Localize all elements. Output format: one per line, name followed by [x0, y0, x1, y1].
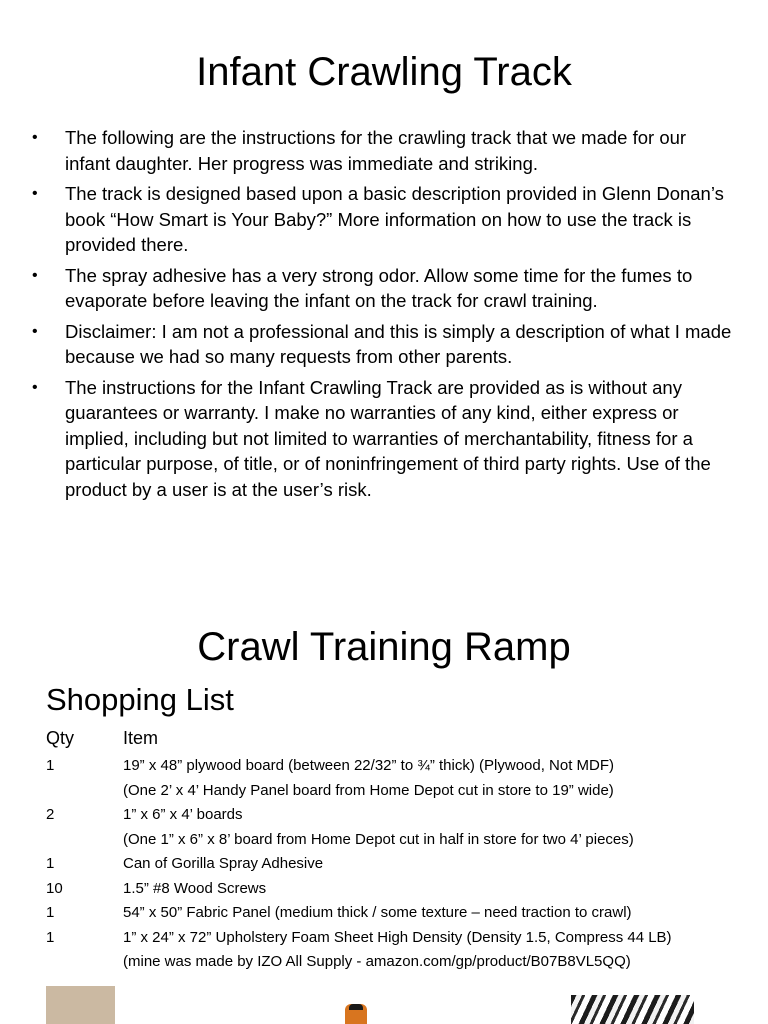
- bullet-icon: •: [32, 378, 38, 396]
- list-item: [46, 950, 746, 975]
- list-item: [46, 803, 746, 828]
- bullet-text: The following are the instructions for the crawling track that we made for our infant daughter. Her progress was immediate and striking.: [65, 127, 687, 174]
- item-description: 1.5” #8 Wood Screws: [123, 879, 267, 897]
- bullet-item: [32, 263, 732, 314]
- bullet-text: The spray adhesive has a very strong odor. Allow some time for the fumes to evaporate before leaving the infant on the track for crawl training.: [65, 264, 693, 311]
- item-description: 1” x 24” x 72” Upholstery Foam Sheet High Density (Density 1.5, Compress 44 LB): [123, 928, 672, 946]
- item-description: Can of Gorilla Spray Adhesive: [123, 855, 324, 872]
- list-item: [46, 926, 746, 951]
- spray-can-cap: [349, 1004, 363, 1010]
- item-description: (One 2’ x 4’ Handy Panel board from Home Depot cut in store to 19” wide): [123, 781, 614, 799]
- bullet-icon: •: [32, 322, 38, 340]
- page-title: Infant Crawling Track: [196, 50, 572, 94]
- item-qty: 1: [46, 928, 55, 946]
- item-qty: 1: [46, 757, 55, 774]
- bullet-icon: •: [32, 185, 38, 202]
- section-title: Crawl Training Ramp: [197, 625, 571, 669]
- item-qty: 1: [46, 855, 55, 872]
- bullet-text: Disclaimer: I am not a professional and this is simply a description of what I made because we had so many requests from other parents.: [65, 320, 732, 367]
- item-description: 54” x 50” Fabric Panel (medium thick / some texture – need traction to crawl): [123, 904, 632, 921]
- bullet-item: [32, 181, 732, 258]
- item-qty: 2: [46, 806, 55, 823]
- list-item: [46, 828, 746, 853]
- bullet-text: The instructions for the Infant Crawling Track are provided as is without any guarantees or warranty. I make no warranties of any kind, either express or implied, including but not limited to warranties of merchantability, fitness for a particular purpose, of title, or of noninfringement of third party rights. Use of the product by a user is at the user’s risk.: [65, 376, 711, 500]
- qty-header: Qty: [46, 728, 75, 748]
- item-description: 19” x 48” plywood board (between 22/32” to ¾” thick) (Plywood, Not MDF): [123, 757, 615, 774]
- item-description: (mine was made by IZO All Supply - amazon.com/gp/product/B07B8VL5QQ): [123, 953, 631, 970]
- bullet-item: [32, 375, 732, 503]
- item-description: (One 1” x 6” x 8’ board from Home Depot cut in half in store for two 4’ pieces): [123, 830, 634, 848]
- bullet-icon: •: [32, 129, 38, 146]
- plywood-image: [46, 986, 115, 1024]
- fabric-panel-image: [571, 995, 694, 1024]
- instructions-list: [32, 125, 732, 507]
- list-item: [46, 779, 746, 804]
- item-qty: 10: [46, 879, 63, 897]
- bullet-icon: •: [32, 266, 38, 284]
- shopping-list: [46, 754, 746, 975]
- list-item: [46, 901, 746, 926]
- list-item: [46, 852, 746, 877]
- item-header: Item: [123, 728, 159, 748]
- shopping-list-heading: Shopping List: [46, 682, 234, 717]
- bullet-text: The track is designed based upon a basic description provided in Glenn Donan’s book “How Smart is Your Baby?” More information on how to use the track is provided there.: [65, 183, 724, 255]
- item-qty: 1: [46, 904, 55, 921]
- list-item: [46, 877, 746, 902]
- bullet-item: [32, 319, 732, 370]
- item-description: 1” x 6” x 4’ boards: [123, 806, 243, 823]
- list-item: [46, 754, 746, 779]
- bullet-item: [32, 125, 732, 176]
